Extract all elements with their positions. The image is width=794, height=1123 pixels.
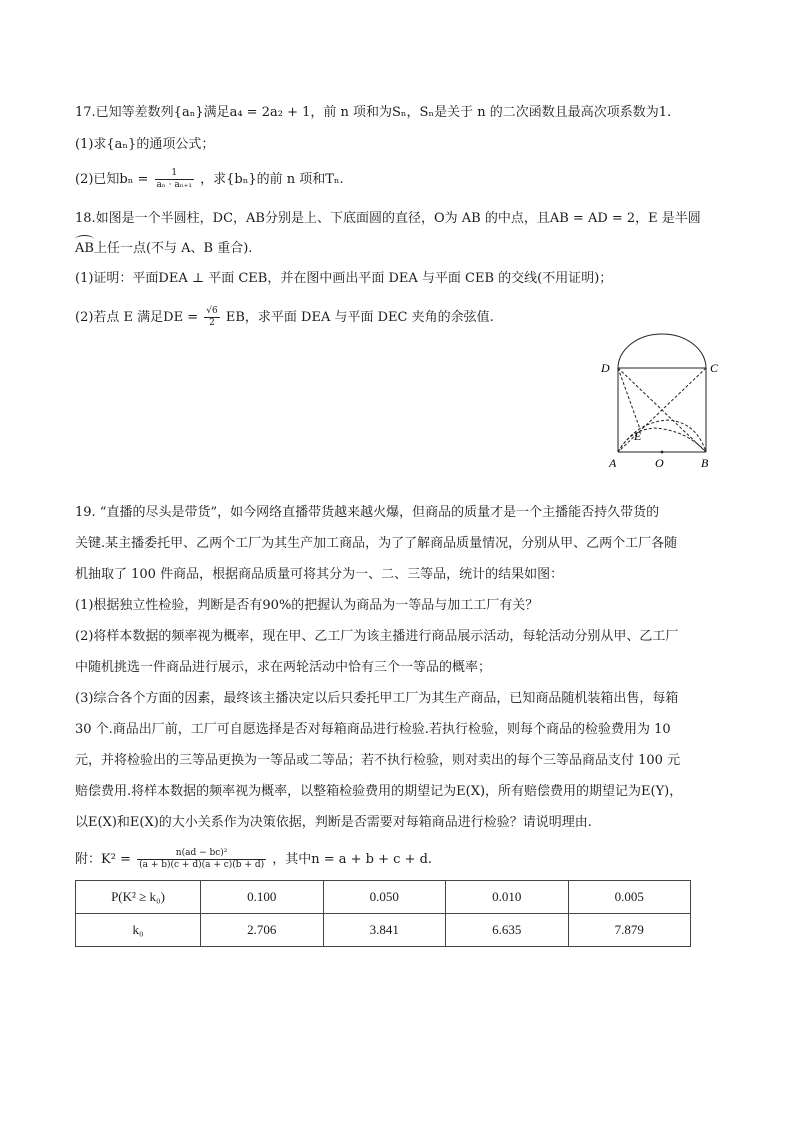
label-o: O bbox=[655, 456, 664, 470]
point-o bbox=[661, 451, 664, 454]
appendix-suffix: ，其中n = a + b + c + d. bbox=[272, 852, 433, 867]
q18-part2-prefix: (2)若点 E 满足DE = bbox=[75, 310, 199, 325]
appendix-num: n(ad − bc)² bbox=[137, 848, 266, 860]
label-d: D bbox=[601, 361, 610, 375]
table-cell: P(K² ≥ k₀) bbox=[76, 881, 201, 914]
appendix-prefix: 附：K² = bbox=[75, 852, 131, 867]
q19-line-3: 机抽取了 100 件商品，根据商品质量可将其分为一、二、三等品，统计的结果如图： bbox=[75, 567, 564, 582]
q19-line-2: 关键.某主播委托甲、乙两个工厂为其生产加工商品，为了了解商品质量情况，分别从甲、乙两个工厂各随 bbox=[75, 536, 678, 551]
table-cell: 0.010 bbox=[446, 881, 569, 914]
table-cell: 2.706 bbox=[201, 914, 324, 947]
q18-part1: (1)证明：平面DEA ⊥ 平面 CEB，并在图中画出平面 DEA 与平面 CEB 的交线(不用证明)； bbox=[75, 271, 613, 286]
appendix-den: (a + b)(c + d)(a + c)(b + d) bbox=[139, 860, 265, 870]
q17-frac-den: aₙ · aₙ₊₁ bbox=[156, 180, 192, 190]
q19-line-5: (2)将样本数据的频率视为概率，现在甲、乙工厂为该主播进行商品展示活动，每轮活动分别从甲、乙工厂 bbox=[75, 629, 679, 644]
table-cell: 0.100 bbox=[201, 881, 324, 914]
table-cell: 3.841 bbox=[323, 914, 446, 947]
q18-stem-line1: 18.如图是一个半圆柱，DC，AB分别是上、下底面圆的直径，O为 AB 的中点，且AB = AD = 2，E 是半圆 bbox=[75, 211, 701, 226]
q19-line-11: 以E(X)和E(X)的大小关系作为决策依据，判断是否需要对每箱商品进行检验？请说明理由. bbox=[75, 815, 592, 830]
label-e: E bbox=[634, 429, 642, 443]
q17-frac-num: 1 bbox=[155, 168, 194, 180]
q19-line-10: 赔偿费用.将样本数据的频率视为概率，以整箱检验费用的期望记为E(X)，所有赔偿费用的期望记为E(Y)， bbox=[75, 784, 683, 799]
q19-line-6: 中随机挑选一件商品进行展示，求在两轮活动中恰有三个一等品的概率； bbox=[75, 660, 492, 675]
q18-frac-num: √6 bbox=[206, 306, 218, 316]
table-row bbox=[76, 914, 691, 947]
q18-fraction bbox=[204, 306, 219, 329]
line-de bbox=[618, 368, 640, 429]
table-row bbox=[76, 881, 691, 914]
q19-line-1: 19. “直播的尽头是带货”，如今网络直播带货越来越火爆，但商品的质量才是一个主播能否持久带货的 bbox=[75, 505, 660, 520]
q19-line-9: 元，并将检验出的三等品更换为一等品或二等品；若不执行检验，则对卖出的每个三等品商品支付 100 元 bbox=[75, 753, 681, 768]
q19-line-7: (3)综合各个方面的因素，最终该主播决定以后只委托甲工厂为其生产商品，已知商品随机装箱出售，每箱 bbox=[75, 691, 679, 706]
q17-stem: 17.已知等差数列{aₙ}满足a₄ = 2a₂ + 1，前 n 项和为Sₙ，Sₙ是关于 n 的二次函数且最高次项系数为1. bbox=[75, 105, 672, 120]
q18-stem-line2-rest: 上任一点(不与 A、B 重合). bbox=[93, 241, 253, 256]
q19-appendix bbox=[75, 848, 432, 871]
q17-part1: (1)求{aₙ}的通项公式； bbox=[75, 137, 215, 152]
appendix-fraction bbox=[137, 848, 266, 871]
q19-line-8: 30 个.商品出厂前，工厂可自愿选择是否对每箱商品进行检验.若执行检验，则每个商品的检验费用为 10 bbox=[75, 722, 671, 737]
q18-stem-line2 bbox=[75, 240, 252, 258]
q17-part2 bbox=[75, 168, 344, 191]
q18-arc-ab: AB bbox=[75, 241, 94, 256]
label-c: C bbox=[710, 361, 719, 375]
table-cell: 0.050 bbox=[323, 881, 446, 914]
q17-part2-suffix: ，求{bₙ}的前 n 项和Tₙ. bbox=[200, 172, 344, 187]
critical-value-table bbox=[75, 880, 691, 947]
arc-through-e bbox=[618, 428, 706, 452]
q18-part2 bbox=[75, 306, 494, 329]
half-cylinder-figure bbox=[596, 332, 726, 472]
label-b: B bbox=[701, 456, 709, 470]
table-cell: k₀ bbox=[76, 914, 201, 947]
table-cell: 7.879 bbox=[568, 914, 691, 947]
q17-part2-prefix: (2)已知bₙ = bbox=[75, 172, 149, 187]
q17-fraction bbox=[155, 168, 194, 191]
table-cell: 0.005 bbox=[568, 881, 691, 914]
label-a: A bbox=[609, 456, 617, 470]
q18-frac-den: 2 bbox=[209, 318, 215, 328]
q18-part2-suffix: EB，求平面 DEA 与平面 DEC 夹角的余弦值. bbox=[225, 310, 494, 325]
q19-line-4: (1)根据独立性检验，判断是否有90%的把握认为商品为一等品与加工工厂有关？ bbox=[75, 598, 539, 613]
top-semicircle bbox=[618, 334, 706, 368]
table-cell: 6.635 bbox=[446, 914, 569, 947]
